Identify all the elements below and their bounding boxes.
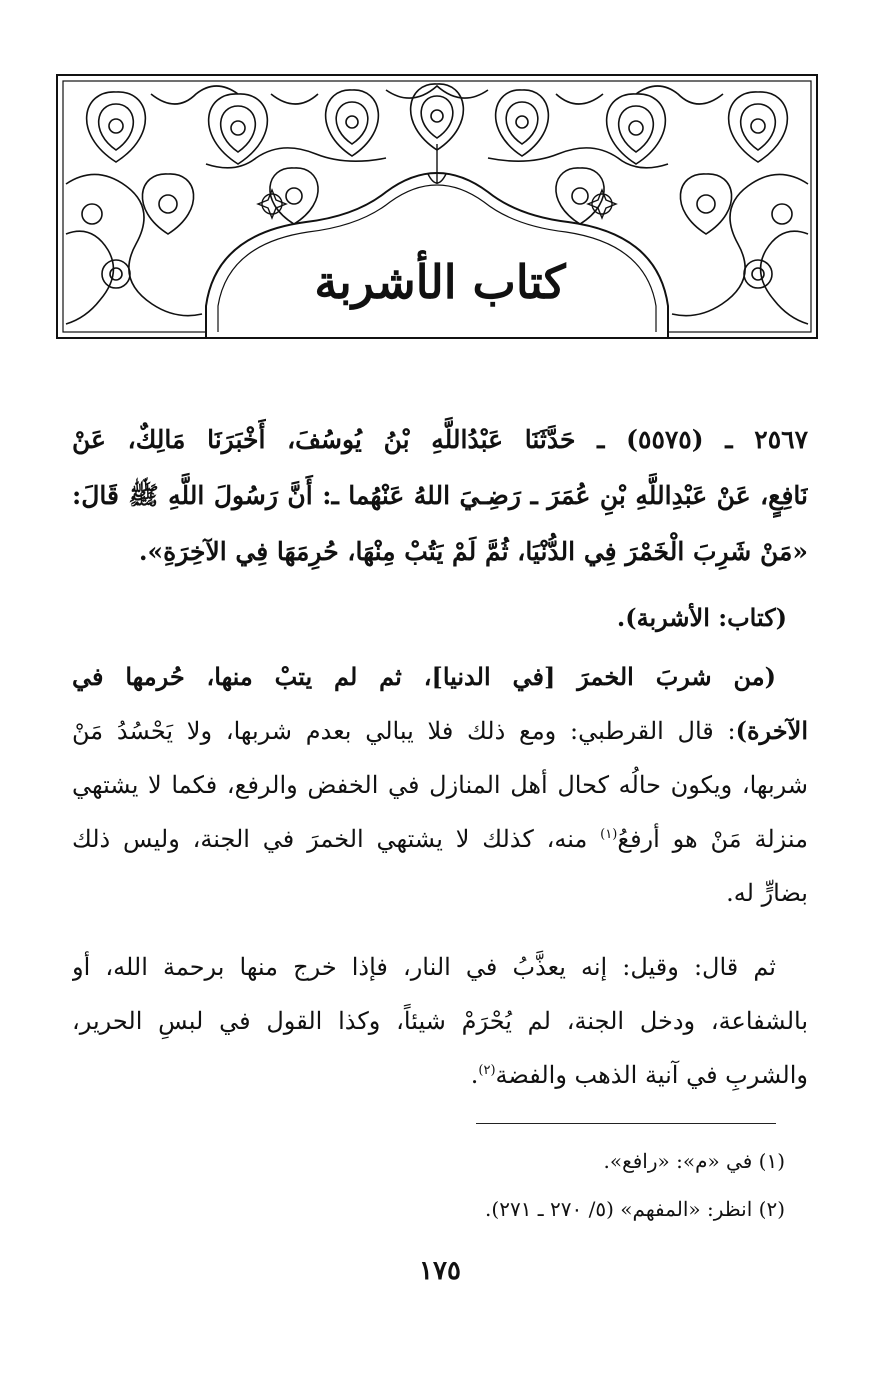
commentary-text: . — [470, 1061, 479, 1089]
commentary-line: ثم قال: وقيل: إنه يعذَّبُ في النار، فإذا خرج منها برحمة الله، أو — [72, 953, 776, 981]
footnote-2: (٢) انظر: «المفهم» (٥/ ٢٧٠ ـ ٢٧١). — [485, 1197, 785, 1221]
commentary-paragraph — [72, 940, 808, 1102]
hadith-line: ٢٥٦٧ ـ (٥٥٧٥) ـ حَدَّثَنَا عَبْدُاللَّهِ بْنُ يُوسُفَ، أَخْبَرَنَا مَالِكٌ، عَنْ — [72, 425, 808, 454]
footnote-marker[interactable]: (١) — [600, 827, 618, 842]
commentary-quoted-phrase-end: الآخرة) — [735, 716, 808, 745]
book-title: كتاب الأشربة — [314, 255, 566, 309]
commentary-line — [72, 812, 808, 866]
commentary-text: : قال القرطبي: ومع ذلك فلا يبالي بعدم شربها، ولا يَحْسُدُ مَنْ — [72, 717, 736, 745]
commentary-line: بضارٍّ له. — [726, 879, 808, 907]
commentary-quoted-phrase: (من شربَ الخمرَ [في الدنيا]، ثم لم يتبْ منها، حُرمها في — [72, 662, 776, 691]
hadith-text — [72, 412, 808, 580]
footnote-1: (١) في «م»: «رافع». — [603, 1149, 785, 1173]
page-number: ١٧٥ — [419, 1256, 461, 1286]
commentary-text: والشربِ في آنية الذهب والفضة — [495, 1061, 808, 1089]
commentary-text: منه، كذلك لا يشتهي الخمرَ في الجنة، وليس ذلك — [72, 825, 601, 853]
commentary-line — [72, 650, 808, 704]
commentary-line: بالشفاعة، ودخل الجنة، لم يُحْرَمْ شيئاً، وكذا القول في لبسِ الحرير، — [72, 1007, 808, 1035]
footnote-divider — [476, 1123, 776, 1124]
hadith-line: «مَنْ شَرِبَ الْخَمْرَ فِي الدُّنْيَا، ثُمَّ لَمْ يَتُبْ مِنْهَا، حُرِمَهَا فِي الآخِرَةِ». — [138, 537, 808, 566]
hadith-line: نَافِعٍ، عَنْ عَبْدِاللَّهِ بْنِ عُمَرَ ـ رَضِـيَ اللهُ عَنْهُما ـ: أَنَّ رَسُولَ اللَّهِ ﷺ قَالَ: — [72, 481, 808, 510]
commentary-line — [72, 1048, 808, 1102]
commentary-line: شربها، ويكون حالُه كحال أهل المنازل في الخفض والرفع، فكما لا يشتهي — [72, 771, 808, 799]
commentary-paragraph — [72, 650, 808, 920]
commentary-line — [72, 704, 808, 758]
section-heading: (كتاب: الأشربة). — [616, 603, 787, 632]
commentary-text: منزلة مَنْ هو أرفعُ — [617, 825, 808, 853]
footnote-marker[interactable]: (٢) — [478, 1063, 496, 1078]
